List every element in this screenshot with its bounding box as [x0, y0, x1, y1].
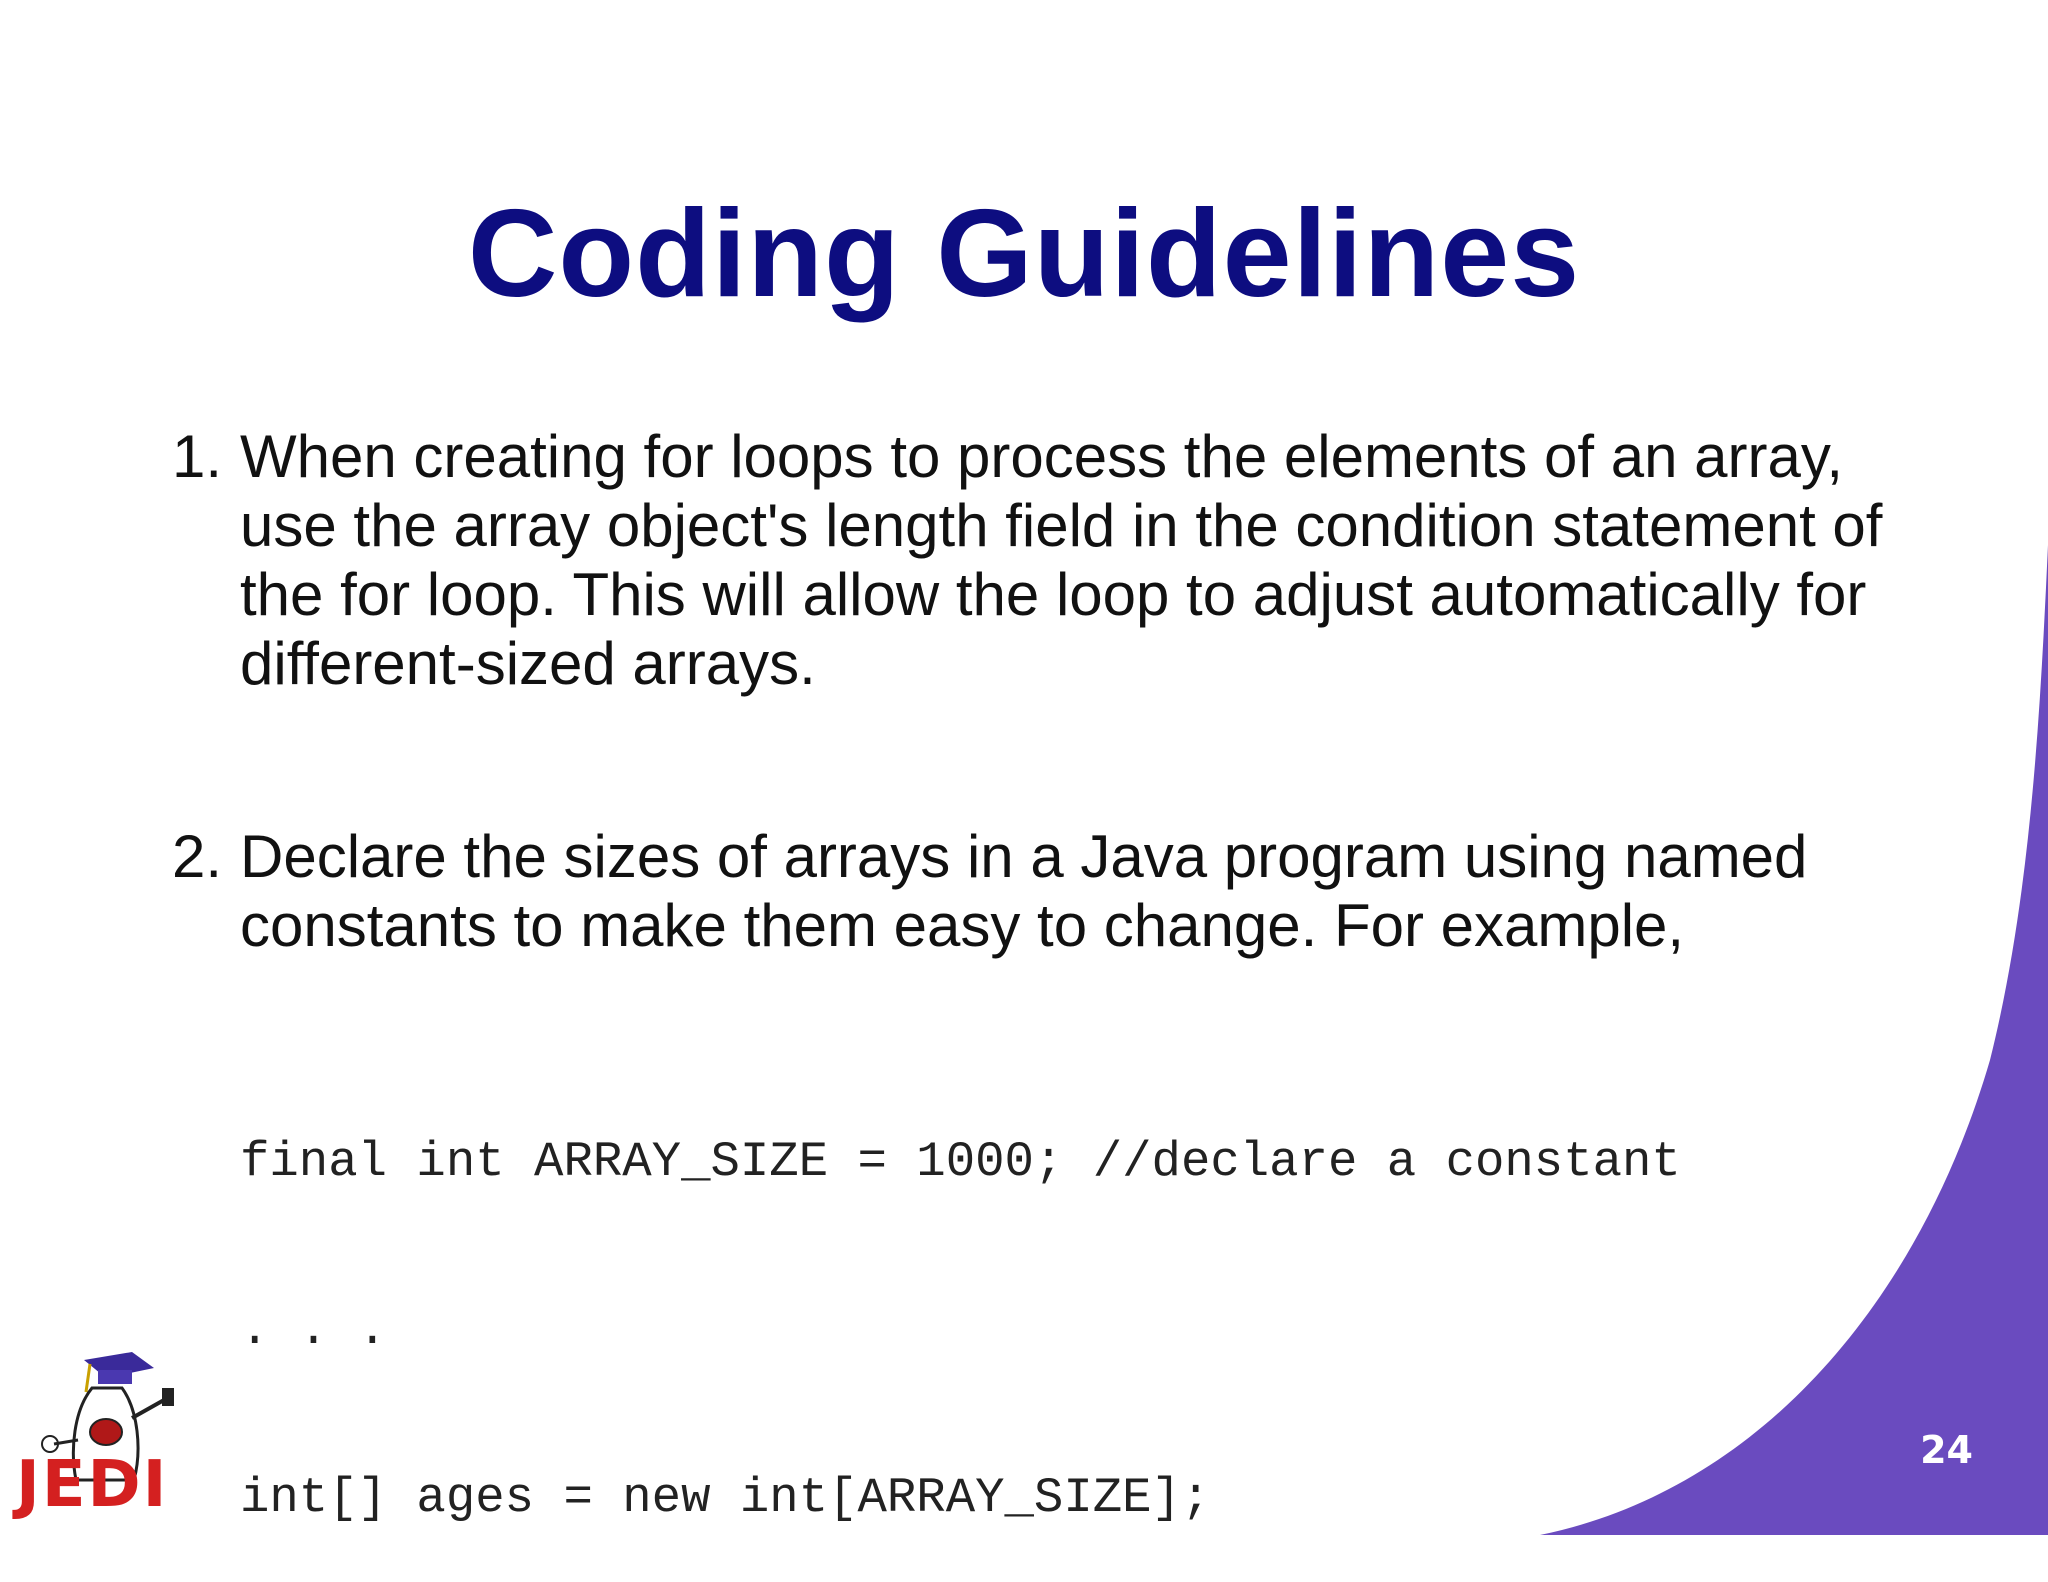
slide-title: Coding Guidelines [467, 185, 1581, 323]
guideline-item-1 [172, 422, 1892, 698]
jedi-logo-text: JEDI [16, 1448, 169, 1522]
guideline-text: When creating for loops to process the elements of an array, use the array object's length field in the condition statement of the for loop. This will allow the loop to adjust automatically for different-sized arrays. [240, 423, 1883, 697]
guideline-text: Declare the sizes of arrays in a Java program using named constants to make them easy to change. For example, [240, 823, 1808, 959]
guideline-item-2 [172, 822, 1892, 960]
code-example [240, 1022, 1681, 1582]
code-line: int[] ages = new int[ARRAY_SIZE]; [240, 1470, 1211, 1526]
guideline-number: 2. [172, 823, 223, 890]
code-line: final int ARRAY_SIZE = 1000; //declare a constant [240, 1134, 1681, 1190]
code-line: . . . [240, 1302, 388, 1358]
page-number: 24 [1920, 1428, 1973, 1472]
guideline-number: 1. [172, 423, 223, 490]
